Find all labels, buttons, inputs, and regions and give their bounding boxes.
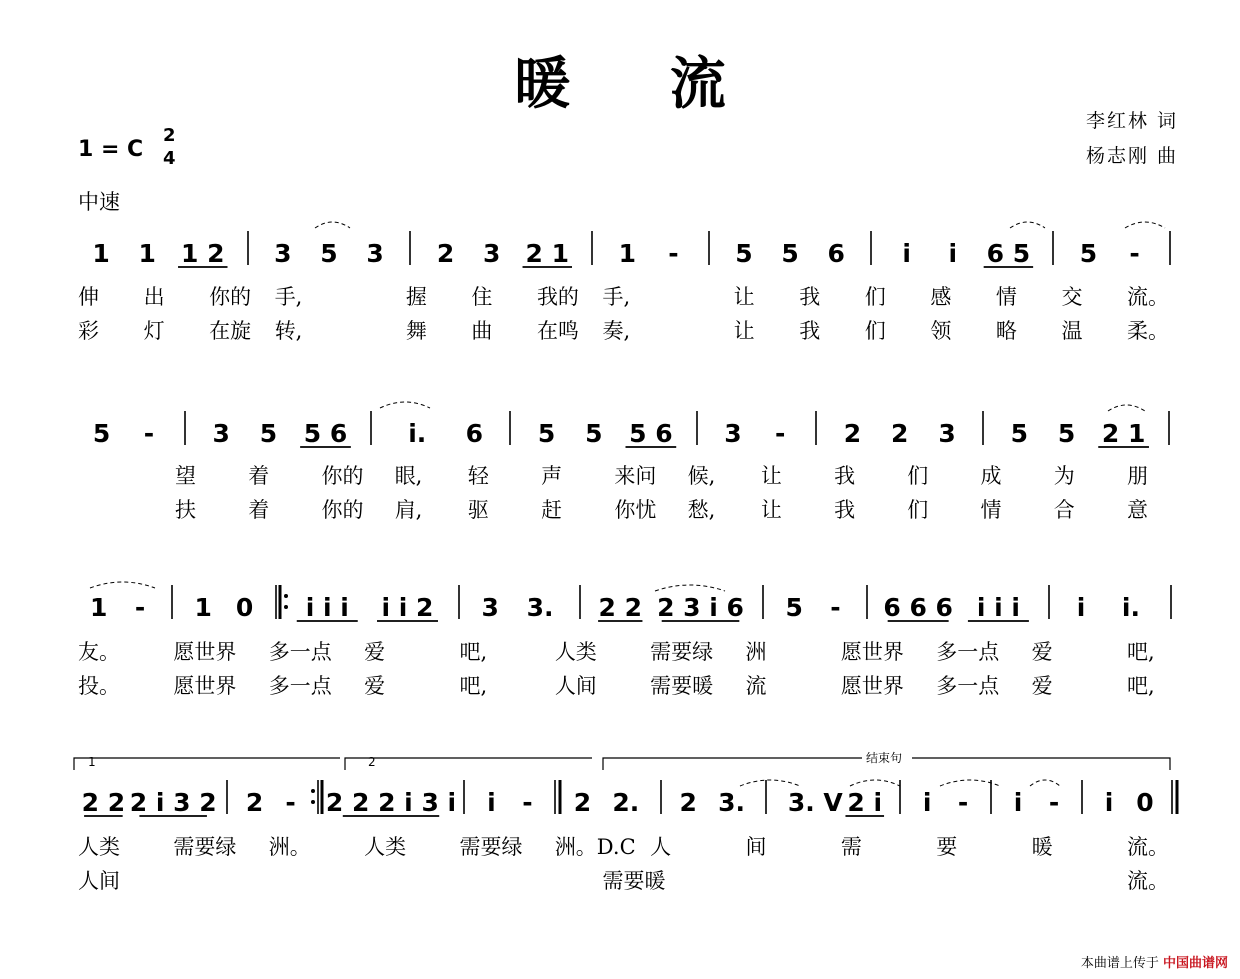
lyric: 轻 bbox=[467, 464, 489, 488]
note: 5 bbox=[1057, 419, 1076, 448]
volta-bracket bbox=[345, 758, 592, 770]
note: 5 6 bbox=[629, 419, 673, 448]
note: 2 bbox=[843, 419, 862, 448]
lyric: 洲。 bbox=[268, 835, 311, 859]
lyric: 出 bbox=[143, 285, 165, 309]
lyric: 曲 bbox=[471, 319, 493, 343]
footer-text: 本曲谱上传于 bbox=[1080, 956, 1159, 971]
note: - bbox=[668, 239, 679, 268]
note: 3. bbox=[526, 593, 554, 622]
lyric: 舞 bbox=[405, 319, 427, 343]
note: 2 bbox=[245, 788, 264, 817]
lyric: 们 bbox=[907, 498, 929, 522]
note: - bbox=[1129, 239, 1140, 268]
lyric: 候, bbox=[687, 464, 716, 488]
lyric: 洲 bbox=[745, 640, 767, 664]
coda-label: 结束句 bbox=[866, 751, 903, 765]
repeat-dot bbox=[311, 800, 315, 804]
lyric: 吧, bbox=[1127, 674, 1155, 698]
composer-credit: 杨志刚 曲 bbox=[1085, 145, 1178, 167]
note: 5 bbox=[92, 419, 111, 448]
slur bbox=[655, 585, 725, 591]
note: i i i bbox=[976, 593, 1020, 622]
note: 3 bbox=[724, 419, 742, 448]
lyric: 略 bbox=[995, 319, 1017, 343]
note: i bbox=[902, 239, 911, 268]
note: 0 bbox=[235, 593, 254, 622]
lyric: 让 bbox=[760, 498, 782, 522]
note: 1 bbox=[92, 239, 110, 268]
lyric: 在旋 bbox=[209, 319, 252, 343]
slur bbox=[90, 582, 155, 588]
note: 5 bbox=[781, 239, 799, 268]
lyric: 间 bbox=[745, 835, 767, 859]
note: 2. bbox=[612, 788, 640, 817]
lyric: 交 bbox=[1061, 285, 1083, 309]
volta-label: 1 bbox=[88, 755, 96, 769]
slur bbox=[740, 780, 800, 786]
lyric: 成 bbox=[980, 464, 1002, 488]
lyric: 需要绿 bbox=[459, 835, 523, 859]
note: - bbox=[830, 593, 841, 622]
note: 5 bbox=[785, 593, 803, 622]
note: 3 bbox=[481, 593, 499, 622]
note: 2 i bbox=[847, 788, 883, 817]
lyric: 爱 bbox=[1031, 640, 1053, 664]
slur bbox=[1030, 780, 1060, 786]
note: 2 1 bbox=[525, 239, 570, 268]
lyric: 让 bbox=[733, 319, 755, 343]
note: i i 2 bbox=[381, 593, 434, 622]
lyric: 需要暖 bbox=[602, 869, 666, 893]
lyric: 领 bbox=[930, 319, 952, 343]
note: i bbox=[948, 239, 958, 268]
lyric: 暖 bbox=[1031, 835, 1053, 859]
note: 1 bbox=[138, 239, 156, 268]
lyric: 转, bbox=[274, 319, 303, 343]
lyric: 奏, bbox=[602, 319, 631, 343]
note: i. bbox=[1121, 593, 1140, 622]
lyric: 愿世界 bbox=[173, 674, 237, 698]
lyric: 你的 bbox=[321, 498, 364, 522]
lyric: 你的 bbox=[209, 285, 252, 309]
lyric: 们 bbox=[864, 285, 886, 309]
note: 5 6 bbox=[303, 419, 348, 448]
lyric: 在鸣 bbox=[536, 319, 579, 343]
lyric: 爱 bbox=[364, 674, 386, 698]
lyric: 彩 bbox=[78, 319, 99, 343]
repeat-dot bbox=[311, 789, 315, 793]
note: 3 bbox=[212, 419, 230, 448]
lyric: 们 bbox=[907, 464, 929, 488]
lyric: 握 bbox=[405, 285, 427, 309]
lyric: 需要绿 bbox=[650, 640, 714, 664]
note: 2 i 3 2 bbox=[129, 788, 217, 817]
lyricist-credit: 李红林 词 bbox=[1085, 110, 1178, 132]
lyric: 愿世界 bbox=[173, 640, 237, 664]
note: 2 bbox=[573, 788, 592, 817]
footer-brand: 中国曲谱网 bbox=[1162, 956, 1228, 971]
lyric: 眼, bbox=[394, 464, 423, 488]
volta-bracket bbox=[74, 758, 340, 770]
tempo-marking: 中速 bbox=[78, 190, 120, 214]
lyric: 我 bbox=[834, 464, 856, 488]
note: V bbox=[823, 788, 843, 817]
lyric: 流。 bbox=[1127, 869, 1169, 893]
lyric: 们 bbox=[864, 319, 886, 343]
note: 6 bbox=[827, 239, 845, 268]
lyric: 着 bbox=[248, 498, 270, 522]
slur bbox=[850, 780, 900, 786]
lyric: 流。 bbox=[1127, 835, 1169, 859]
lyric: 手, bbox=[602, 285, 631, 309]
lyric: 爱 bbox=[364, 640, 386, 664]
lyric: 多一点 bbox=[268, 674, 332, 698]
note: 2 2 bbox=[81, 788, 126, 817]
note: 6 5 bbox=[986, 239, 1031, 268]
lyric: 望 bbox=[175, 464, 196, 488]
lyric: 愁, bbox=[687, 498, 716, 522]
note: - bbox=[143, 419, 155, 448]
note: 1 2 bbox=[181, 239, 225, 268]
lyric: 要 bbox=[936, 835, 958, 859]
lyric: 吧, bbox=[459, 640, 488, 664]
lyric: 灯 bbox=[143, 319, 165, 343]
note: - bbox=[957, 788, 969, 817]
note: i bbox=[1104, 788, 1114, 817]
repeat-dot bbox=[284, 605, 288, 609]
lyric: 流 bbox=[745, 674, 767, 698]
lyric: 愿世界 bbox=[840, 640, 904, 664]
note: i bbox=[1076, 593, 1086, 622]
lyric: 意 bbox=[1127, 498, 1148, 522]
footer-credit bbox=[1081, 952, 1228, 971]
lyric: 投。 bbox=[78, 674, 120, 698]
note: 6 bbox=[465, 419, 483, 448]
lyric: 合 bbox=[1053, 498, 1075, 522]
note: 2 3 i 6 bbox=[657, 593, 744, 622]
lyric: 温 bbox=[1061, 319, 1083, 343]
lyric: 人类 bbox=[364, 835, 407, 859]
lyric: 肩, bbox=[394, 498, 423, 522]
note: 3. bbox=[787, 788, 815, 817]
note: 1 bbox=[89, 593, 108, 622]
lyric: 我的 bbox=[536, 285, 579, 309]
lyric: 流。 bbox=[1127, 285, 1169, 309]
lyric: 朋 bbox=[1127, 464, 1148, 488]
note: 3 bbox=[482, 239, 501, 268]
note: 2 bbox=[891, 419, 909, 448]
lyric: 爱 bbox=[1031, 674, 1053, 698]
lyric: 驱 bbox=[467, 498, 489, 522]
note: 3 bbox=[938, 419, 956, 448]
note: i. bbox=[408, 419, 427, 448]
lyric: 柔。 bbox=[1127, 319, 1169, 343]
key-signature: 1 = C bbox=[78, 137, 144, 162]
lyric: 多一点 bbox=[936, 674, 1000, 698]
slur bbox=[1010, 222, 1045, 228]
lyric: 多一点 bbox=[268, 640, 332, 664]
note: 1 bbox=[618, 239, 636, 268]
slur bbox=[380, 402, 430, 408]
lyric: 需要暖 bbox=[650, 674, 714, 698]
lyric: 着 bbox=[248, 464, 270, 488]
note: - bbox=[774, 419, 786, 448]
note: i bbox=[1013, 788, 1023, 817]
note: 0 bbox=[1136, 788, 1154, 817]
lyric: 赶 bbox=[541, 498, 563, 522]
note: 2 2 bbox=[598, 593, 643, 622]
lyric: 感 bbox=[930, 285, 952, 309]
lyric: 为 bbox=[1053, 464, 1075, 488]
lyric: 来问 bbox=[614, 464, 657, 488]
note: 2 1 bbox=[1101, 419, 1146, 448]
lyric: 我 bbox=[834, 498, 856, 522]
lyric: 你的 bbox=[321, 464, 364, 488]
lyric: 声 bbox=[541, 464, 563, 488]
lyric: 人 bbox=[650, 835, 672, 859]
note: 5 bbox=[1079, 239, 1098, 268]
lyric: 手, bbox=[274, 285, 303, 309]
lyric: 让 bbox=[760, 464, 782, 488]
song-title: 暖 流 bbox=[514, 51, 766, 117]
time-signature-bottom: 4 bbox=[163, 148, 176, 169]
note: 2 bbox=[679, 788, 697, 817]
lyric: 人类 bbox=[554, 640, 597, 664]
lyric: 情 bbox=[980, 498, 1002, 522]
lyric: 你忧 bbox=[614, 498, 657, 522]
slur bbox=[315, 222, 350, 228]
lyric: 扶 bbox=[175, 498, 196, 522]
note: 5 bbox=[585, 419, 603, 448]
lyric: 多一点 bbox=[936, 640, 1000, 664]
note: - bbox=[522, 788, 533, 817]
note: i bbox=[487, 788, 496, 817]
note: 5 bbox=[1010, 419, 1029, 448]
note: - bbox=[134, 593, 146, 622]
repeat-dot bbox=[284, 594, 288, 598]
note: 5 bbox=[320, 239, 338, 268]
lyric: 愿世界 bbox=[840, 674, 904, 698]
lyric: 吧, bbox=[1127, 640, 1155, 664]
lyric: 吧, bbox=[459, 674, 488, 698]
lyric: 人类 bbox=[78, 835, 120, 859]
note: 1 bbox=[194, 593, 212, 622]
volta-label: 2 bbox=[368, 755, 376, 769]
lyric: 需 bbox=[840, 835, 862, 859]
slur bbox=[1108, 405, 1145, 411]
lyric: 让 bbox=[733, 285, 755, 309]
lyric: 需要绿 bbox=[173, 835, 237, 859]
note: 5 bbox=[259, 419, 278, 448]
lyric: 我 bbox=[799, 285, 821, 309]
note: - bbox=[285, 788, 296, 817]
note: i bbox=[922, 788, 932, 817]
lyric: 人间 bbox=[78, 869, 120, 893]
lyric: 住 bbox=[471, 285, 493, 309]
time-signature-top: 2 bbox=[163, 125, 176, 146]
lyric: 友。 bbox=[78, 640, 120, 664]
lyric: 伸 bbox=[78, 285, 99, 309]
note: 2 bbox=[436, 239, 455, 268]
lyric: 我 bbox=[799, 319, 821, 343]
note: i i i bbox=[305, 593, 349, 622]
note: 2 2 2 i 3 i bbox=[325, 788, 457, 817]
lyric: 洲。D.C bbox=[554, 835, 636, 859]
note: - bbox=[1048, 788, 1060, 817]
note: 6 6 6 bbox=[883, 593, 953, 622]
lyric: 人间 bbox=[554, 674, 597, 698]
note: 3 bbox=[366, 239, 384, 268]
note: 3 bbox=[274, 239, 292, 268]
slur bbox=[1125, 222, 1165, 228]
lyric: 情 bbox=[995, 285, 1017, 309]
note: 5 bbox=[537, 419, 556, 448]
note: 5 bbox=[735, 239, 753, 268]
note: 3. bbox=[718, 788, 745, 817]
